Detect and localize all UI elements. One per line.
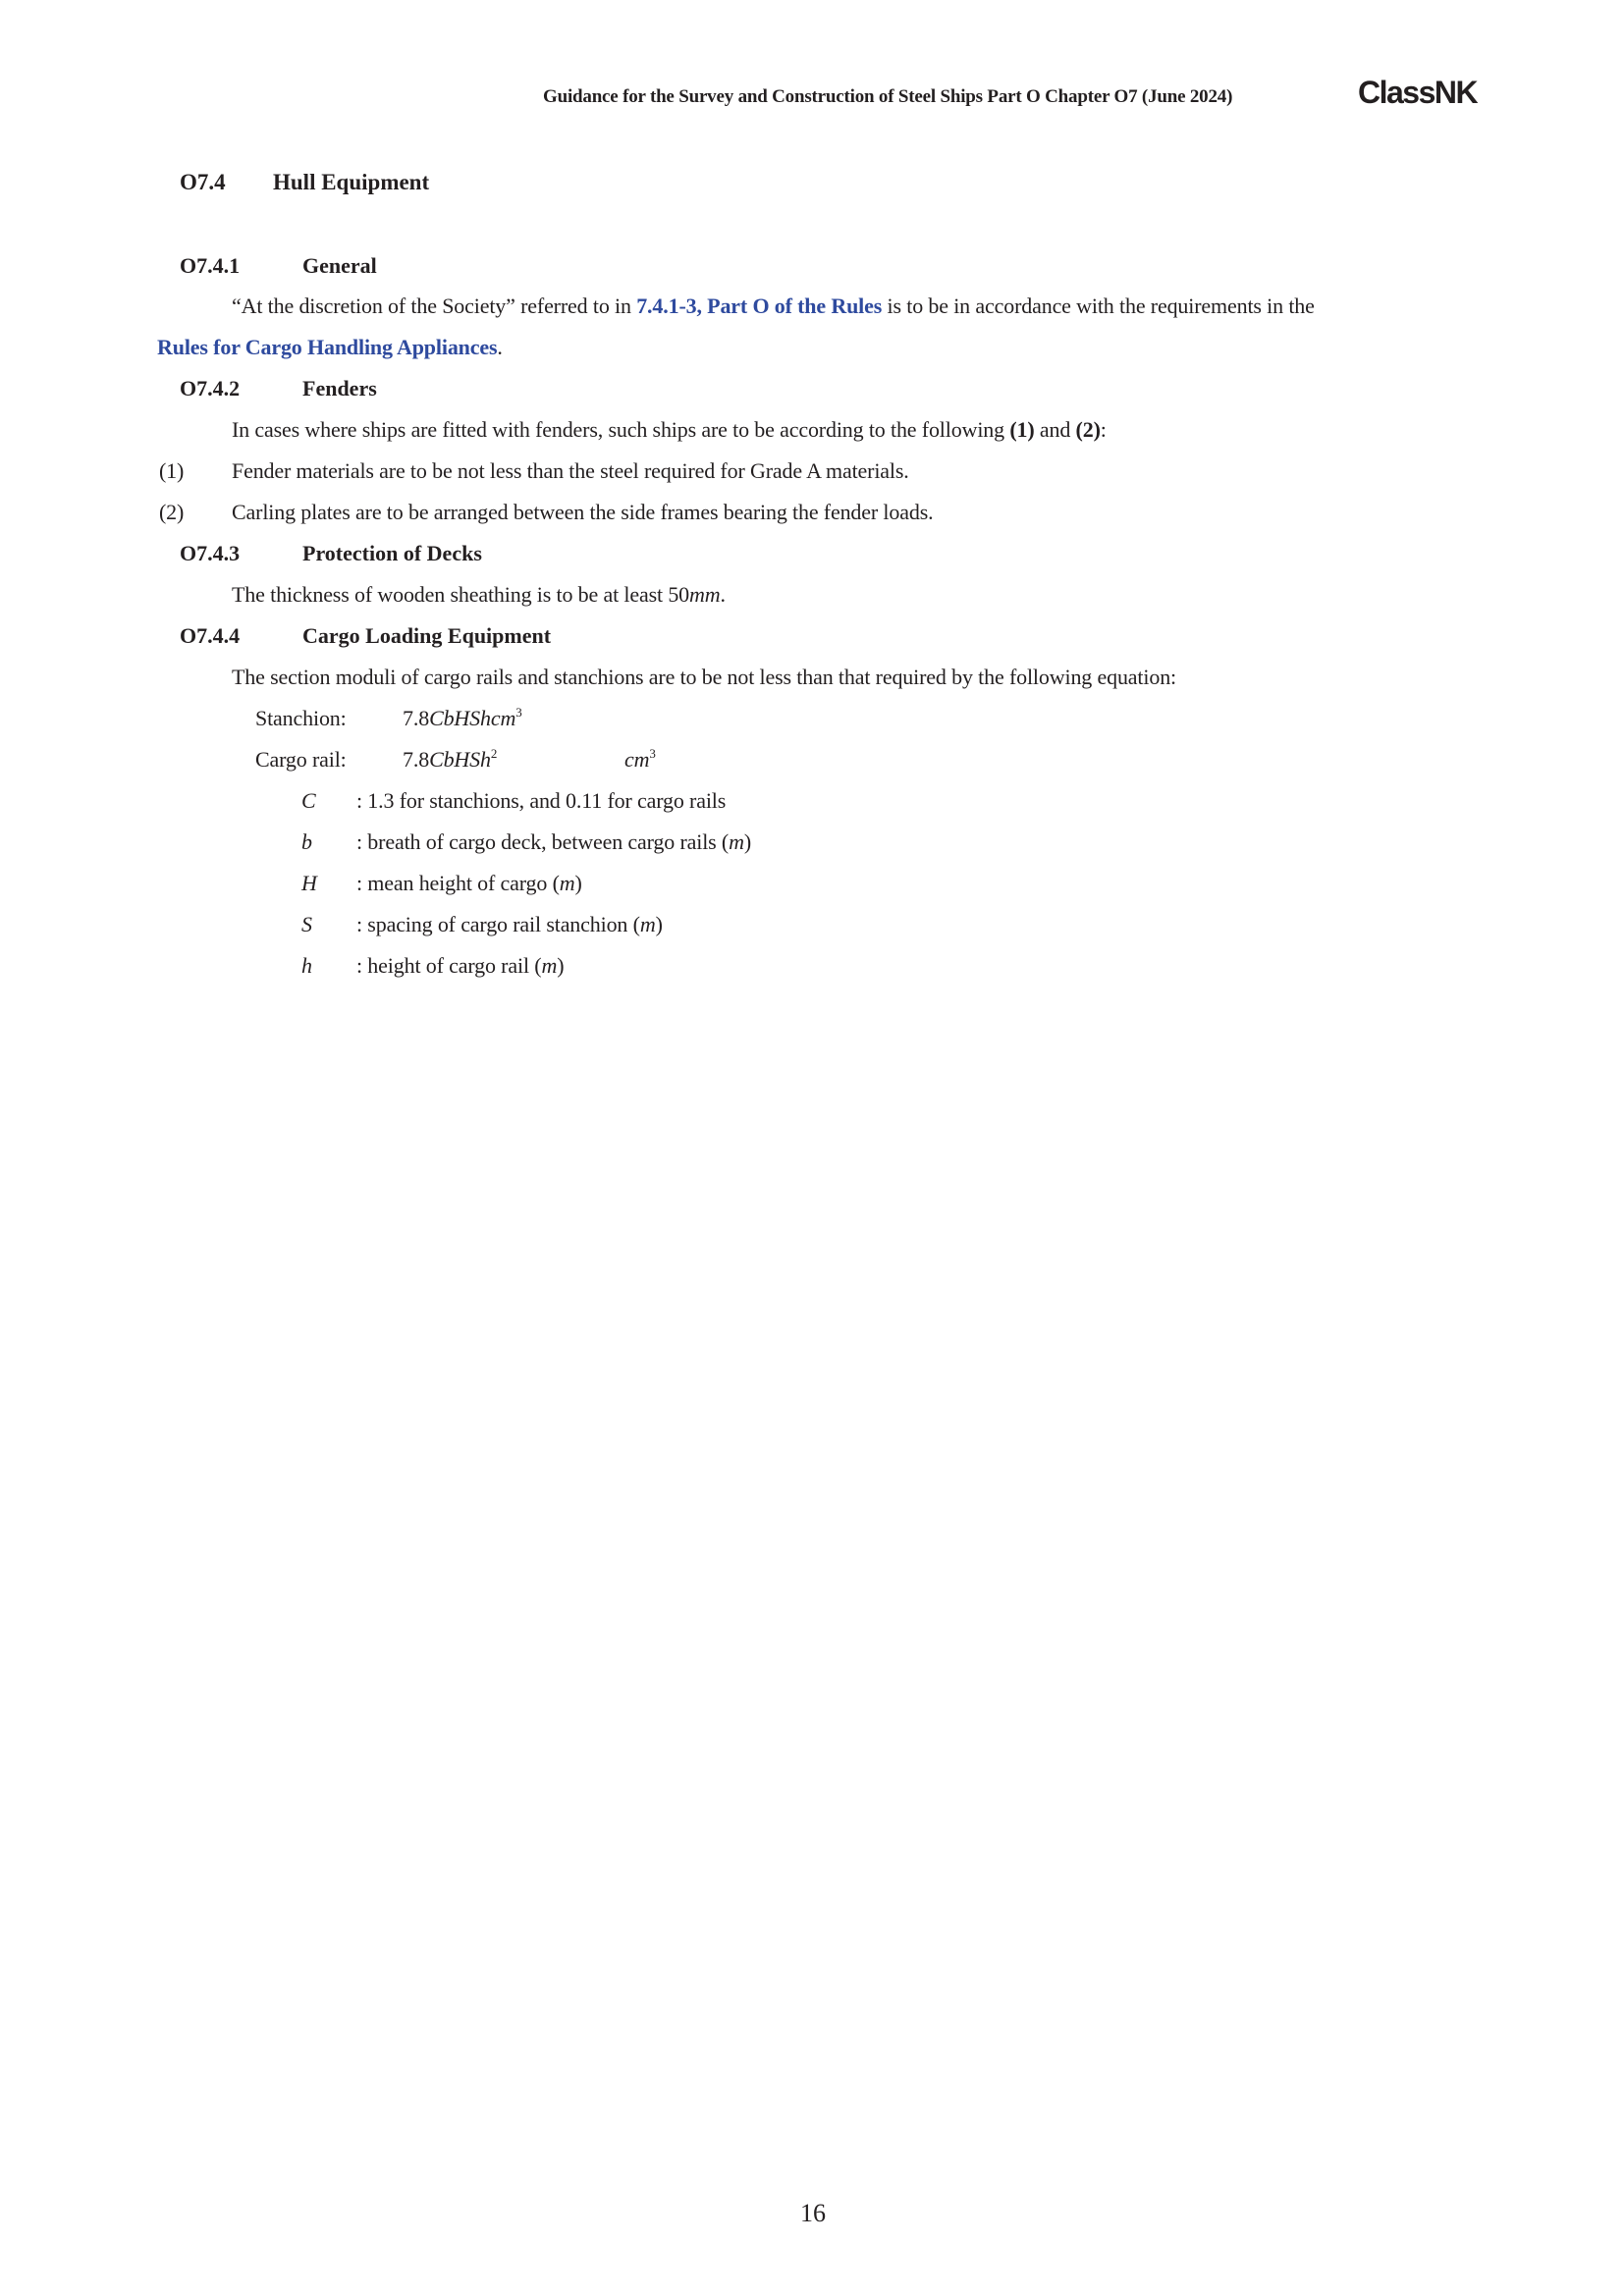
variable-symbol: h	[301, 953, 312, 978]
subsection-title-4: Cargo Loading Equipment	[302, 623, 552, 648]
variable-symbol: b	[301, 829, 312, 854]
subsection-title-3: Protection of Decks	[302, 541, 482, 565]
equation-label-cargo-rail: Cargo rail:	[255, 747, 347, 772]
variable-symbol: C	[301, 788, 316, 813]
rules-part-o-link[interactable]: 7.4.1-3, Part O of the Rules	[636, 294, 883, 318]
variable-desc: : height of cargo rail (m)	[356, 953, 565, 978]
equation-stanchion: 7.8CbHShcm$^3$	[403, 705, 522, 730]
equation-cargo-rail: 7.8CbHSh$^2$	[403, 746, 498, 772]
variable-desc: : breath of cargo deck, between cargo rails (m)	[356, 829, 752, 854]
equation-label-stanchion: Stanchion:	[255, 706, 347, 730]
equation-cargo-rail-unit: $cm^3$	[624, 746, 656, 772]
fender-item-text: Fender materials are to be not less than the steel required for Grade A materials.	[232, 458, 909, 483]
fenders-intro: In cases where ships are fitted with fenders, such ships are to be according to the following (1) and (2):	[232, 417, 1107, 442]
classnk-logo: ClassNK	[1358, 75, 1478, 110]
fender-item-label: (2)	[159, 500, 185, 524]
section-title: Hull Equipment	[273, 170, 430, 194]
subsection-number-2: O7.4.2	[180, 376, 241, 400]
variable-desc: : 1.3 for stanchions, and 0.11 for cargo rails	[356, 788, 727, 813]
subsection-number-3: O7.4.3	[180, 541, 241, 565]
general-paragraph-cont: Rules for Cargo Handling Appliances.	[157, 335, 503, 359]
variable-symbol: H	[301, 871, 317, 895]
decks-paragraph: The thickness of wooden sheathing is to be at least 50mm.	[232, 582, 726, 607]
subsection-number-1: O7.4.1	[180, 253, 241, 278]
general-paragraph: “At the discretion of the Society” referred to in 7.4.1-3, Part O of the Rules is to be in accordance with the requirements in the	[232, 294, 1315, 318]
running-header: Guidance for the Survey and Construction of Steel Ships Part O Chapter O7 (June 2024)	[543, 86, 1233, 107]
subsection-title-1: General	[302, 253, 377, 278]
subsection-number-4: O7.4.4	[180, 623, 241, 648]
variable-desc: : mean height of cargo (m)	[356, 871, 582, 895]
variable-desc: : spacing of cargo rail stanchion (m)	[356, 912, 663, 936]
subsection-title-2: Fenders	[302, 376, 377, 400]
cargo-handling-rules-link[interactable]: Rules for Cargo Handling Appliances	[157, 335, 498, 359]
page-number: 16	[800, 2199, 826, 2227]
fender-item-label: (1)	[159, 458, 185, 483]
fender-item-text: Carling plates are to be arranged between the side frames bearing the fender loads.	[232, 500, 934, 524]
cargo-paragraph: The section moduli of cargo rails and stanchions are to be not less than that required by the following equation:	[232, 665, 1177, 689]
section-number: O7.4	[180, 170, 226, 194]
variable-symbol: S	[301, 912, 312, 936]
